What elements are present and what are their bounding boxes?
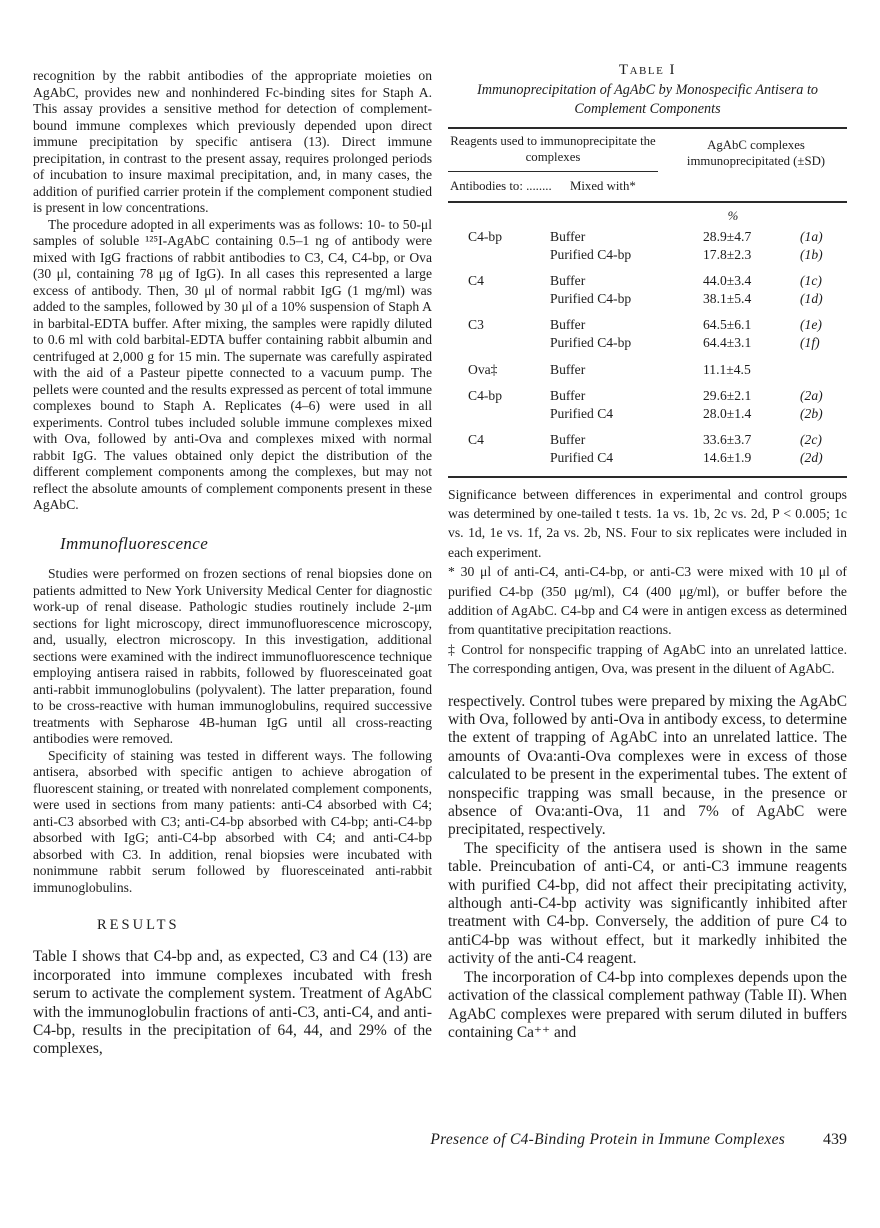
table-cell: (2c): [800, 432, 822, 448]
table-cell: 28.9±4.7: [703, 229, 752, 244]
table-cell: 38.1±5.4: [703, 290, 752, 306]
page-number: 439: [823, 1131, 847, 1148]
table-body: [448, 229, 847, 476]
table-cell: (1a): [800, 229, 823, 244]
table-row: [448, 291, 847, 309]
table-label: Table I: [618, 62, 677, 78]
table-cell: (1f): [800, 334, 820, 350]
table-cell: Purified C4: [550, 449, 614, 465]
paragraph: Studies were performed on frozen sections of renal biopsies done on patients admitted to New York University Medical Center for diagnostic work-up of renal disease. Pathologic studies routinely include 2-μm sections for light microscopy, direct immunofluorescence microscopy, and, usually, electron microscopy. In this investigation, additional sections were examined with the indirect immunofluorescence technique employing antisera raised in rabbits, followed by fluoresceinated goat anti-rabbit immunoglobulins (polyvalent). The latter preparation, found to be cross-reactive with human immunoglobulins, required successive treatments with Sepharose 4B-human IgG until all cross-reacting antibodies were removed.: [33, 566, 432, 746]
table-row: [448, 450, 847, 468]
left-column: [33, 68, 432, 1059]
table-1: [448, 62, 847, 679]
results-heading: RESULTS: [97, 917, 180, 933]
table-col2-header: Mixed with*: [570, 179, 636, 193]
table-cell: (2b): [800, 405, 823, 421]
table-row: [448, 317, 847, 335]
table-header: [448, 129, 847, 203]
paragraph: recognition by the rabbit antibodies of the appropriate moieties on AgAbC, provides new and nonhindered Fc-binding sites for Staph A. This assay provides a sensitive method for detection of complement-bound immune complexes which previously depended upon direct immune precipitation by specific antisera (13). Direct immune precipitation, in contrast to the present assay, requires prolonged periods of incubation to insure maximal precipitation, and, in many cases, the addition of purified carrier protein if the complement component studied is present in low concentrations.: [33, 68, 432, 215]
methods-text-block: [33, 68, 432, 896]
table-cell: 29.6±2.1: [703, 388, 752, 404]
table-row: [448, 247, 847, 265]
table-cell: 28.0±1.4: [703, 405, 752, 421]
table-cell: Buffer: [550, 317, 586, 333]
table-cell: (2a): [800, 388, 823, 404]
table-cell: C4-bp: [468, 229, 502, 244]
table-footnote-double-dagger: ‡ Control for nonspecific trapping of AgAbC into an unrelated lattice. The corresponding antigen, Ova, was present in the diluent of AgAbC.: [448, 641, 847, 677]
table-unit-row: [448, 203, 847, 229]
table-cell: (2d): [800, 449, 823, 465]
right-body-text: [448, 693, 847, 1043]
paragraph: Specificity of staining was tested in different ways. The following antisera, absorbed with specific antigen to achieve abrogation of fluorescent staining, or treated with nonrelated complement components, were used in sections from many patients: anti-C4 absorbed with C4; anti-C3 absorbed with C3; anti-C4-bp absorbed with C4-bp; anti-C4-bp absorbed with IgG; anti-C4-bp absorbed with C4; and anti-C4-bp absorbed with C3. In addition, renal biopsies were incubated with nonimmune rabbit serum followed by fluoresceinated anti-rabbit immunoglobulins.: [33, 747, 432, 895]
right-column: [448, 62, 847, 1042]
table-footnote-significance: Significance between differences in experimental and control groups was determined by one-tailed t tests. 1a vs. 1b, 2c vs. 2d, P < 0.005; 1c vs. 1d, 1e vs. 1f, 2a vs. 2b, NS. Four to six replicates were included in each experiment.: [448, 486, 847, 560]
table-cell: C3: [468, 317, 484, 333]
paragraph: The incorporation of C4-bp into complexes depends upon the activation of the classical complement pathway (Table II). When AgAbC complexes were prepared with serum diluted in buffers containing Ca⁺⁺ and: [448, 968, 847, 1041]
table-unit-label: %: [727, 209, 739, 223]
table-cell: Buffer: [550, 273, 586, 289]
paragraph: The specificity of the antisera used is shown in the same table. Preincubation of anti-C4, or anti-C3 immune reagents with purified C4-bp, did not affect their precipitating activity, although anti-C4-bp activity was significantly inhibited after treatment with C4-bp. Conversely, the addition of pure C4 to antiC4-bp was without effect, but it markedly inhibited the activity of the anti-C4 reagent.: [448, 839, 847, 968]
table-cell: 44.0±3.4: [703, 273, 752, 289]
table-cell: C4-bp: [468, 388, 502, 404]
table-footnote-asterisk: * 30 μl of anti-C4, anti-C4-bp, or anti-C3 were mixed with 10 μl of purified C4-bp (350 μg/ml), C4 (400 μg/ml), or buffer before the addition of AgAbC. C4-bp and C4 were in antigen excess as determined from quantitative precipitation reactions.: [448, 564, 847, 638]
table-cell: Purified C4-bp: [550, 290, 632, 306]
table-cell: C4: [468, 432, 484, 448]
table-caption: Immunoprecipitation of AgAbC by Monospecific Antisera to Complement Components: [477, 82, 818, 117]
table-cell: 14.6±1.9: [703, 449, 752, 465]
table-cell: 17.8±2.3: [703, 246, 752, 262]
paragraph: Table I shows that C4-bp and, as expected, C3 and C4 (13) are incorporated into immune complexes incubated with fresh serum to activate the complement system. Treatment of AgAbC with the immunoglobulin fractions of anti-C3, anti-C4, and anti-C4-bp, results in the precipitation of 64, 44, and 29% of the complexes,: [33, 948, 432, 1058]
table-cell: Ova‡: [468, 361, 498, 377]
table-row: [448, 362, 847, 380]
table-cell: 64.4±3.1: [703, 334, 752, 350]
table-cell: (1d): [800, 290, 823, 306]
table-group-header-right: AgAbC complexes immunoprecipitated (±SD): [686, 138, 826, 168]
table-group-header-left: Reagents used to immunoprecipitate the complexes: [450, 134, 656, 164]
table-cell: Buffer: [550, 229, 586, 244]
table-cell: (1c): [800, 273, 822, 289]
table-cell: Purified C4: [550, 405, 614, 421]
table-cell: Buffer: [550, 361, 586, 377]
table-cell: (1e): [800, 317, 822, 333]
table-cell: C4: [468, 273, 484, 289]
table-cell: 11.1±4.5: [703, 361, 751, 377]
table-row: [448, 388, 847, 406]
table-mid-rule: [448, 171, 658, 172]
section-heading-immunofluorescence: Immunofluorescence: [60, 533, 209, 553]
table-row: [448, 406, 847, 424]
running-title: Presence of C4-Binding Protein in Immune Complexes: [430, 1131, 786, 1148]
paragraph: The procedure adopted in all experiments was as follows: 10- to 50-μl samples of soluble ¹²⁵I-AgAbC containing 0.5–1 ng of antibody were mixed with IgG fractions of rabbit antibodies to C3, C4, C4-bp, or Ova (30 μl, containing 78 μg of IgG). In all cases this represented a large excess of antibody. Then, 30 μl of normal rabbit IgG (1 mg/ml) was added to the samples, followed by 30 μl of a 10% suspension of Staph A in barbital-EDTA buffer. After mixing, the samples were rapidly diluted to 0.6 ml with cold barbital-EDTA buffer containing rabbit albumin and centrifuged at 2,000 g for 15 min. The supernate was carefully aspirated with the aid of a Pasteur pipette connected to a vacuum pump. The pellets were counted and the results expressed as percent of total immune complexes bound to Staph A. Replicates (4–6) were used in all experiments. Control tubes included soluble immune complexes mixed with Ova, followed by anti-Ova and complexes mixed with normal rabbit IgG. The values obtained only depict the distribution of the different complement components among the complexes, but may not reflect the absolute amounts of complement components present in these AgAbC.: [33, 216, 432, 512]
table-cell: Purified C4-bp: [550, 246, 632, 262]
table-bottom-rule: [448, 476, 847, 478]
table-cell: Purified C4-bp: [550, 334, 632, 350]
table-cell: Buffer: [550, 388, 586, 404]
table-footnotes: [448, 485, 847, 679]
results-block: [33, 916, 432, 1059]
table-col1-header: Antibodies to: ........: [450, 179, 552, 193]
paragraph: respectively. Control tubes were prepared by mixing the AgAbC with Ova, followed by anti-Ova in antibody excess, to determine the extent of trapping of AgAbC into an unrelated lattice. The amounts of Ova:anti-Ova complexes were in excess of those calculated to be present in the experimental tubes. The extent of nonspecific trapping was small because, in the presence or absence of Ova:anti-Ova, 11 and 7% of AgAbC were precipitated, respectively.: [448, 692, 847, 839]
table-row: [448, 432, 847, 450]
table-row: [448, 273, 847, 291]
table-row: [448, 229, 847, 247]
table-cell: 64.5±6.1: [703, 317, 752, 333]
table-cell: 33.6±3.7: [703, 432, 752, 448]
table-cell: (1b): [800, 246, 823, 262]
table-cell: Buffer: [550, 432, 586, 448]
page-footer: [0, 1131, 847, 1149]
table-row: [448, 335, 847, 353]
